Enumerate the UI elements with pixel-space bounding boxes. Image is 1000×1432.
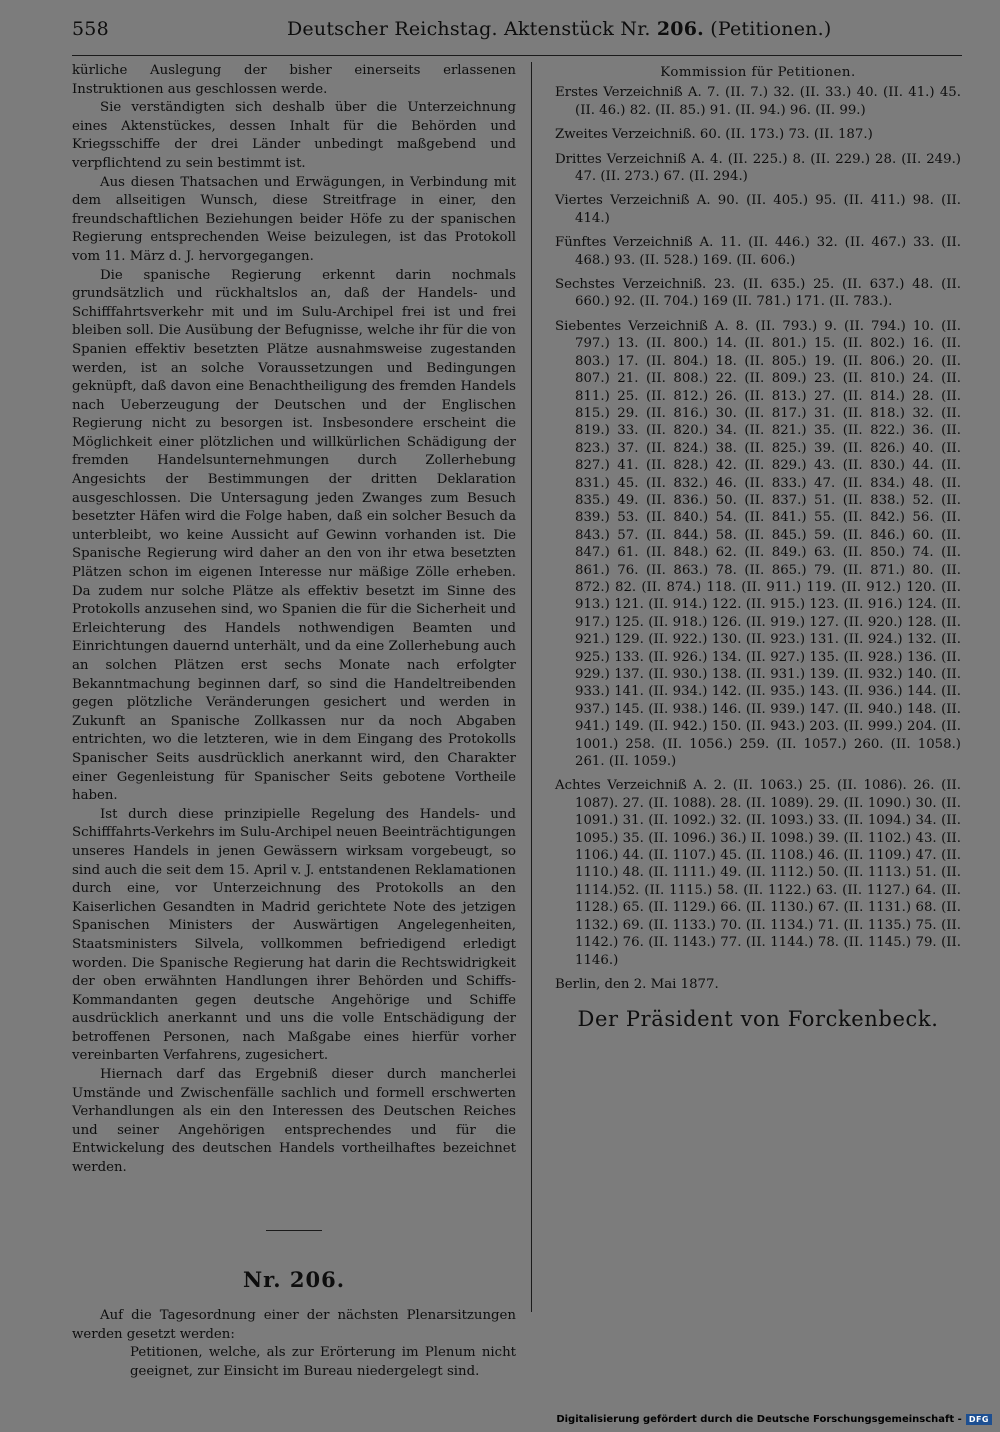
agenda-intro: Auf die Tagesordnung einer der nächsten Plenarsitzungen werden gesetzt werden:	[72, 1308, 516, 1342]
digitization-footer	[556, 1412, 992, 1426]
page-header	[72, 18, 962, 52]
page-number: 558	[72, 18, 109, 40]
petition-list-7: Siebentes Verzeichniß A. 8. (II. 793.) 9. (II. 794.) 10. (II. 797.) 13. (II. 800.) 14. (II. 801.) 15. (II. 802.) 16. (II. 803.) 17. (II. 804.) 18. (II. 805.) 19. (II. 806.) 20. (II. 807.) 21. (II. 808.) 22. (II. 809.) 23. (II. 810.) 24. (II. 811.) 25. (II. 812.) 26. (II. 813.) 27. (II. 814.) 28. (II. 815.) 29. (II. 816.) 30. (II. 817.) 31. (II. 818.) 32. (II. 819.) 33. (II. 820.) 34. (II. 821.) 35. (II. 822.) 36. (II. 823.) 37. (II. 824.) 38. (II. 825.) 39. (II. 826.) 40. (II. 827.) 41. (II. 828.) 42. (II. 829.) 43. (II. 830.) 44. (II. 831.) 45. (II. 832.) 46. (II. 833.) 47. (II. 834.) 48. (II. 835.) 49. (II. 836.) 50. (II. 837.) 51. (II. 838.) 52. (II. 839.) 53. (II. 840.) 54. (II. 841.) 55. (II. 842.) 56. (II. 843.) 57. (II. 844.) 58. (II. 845.) 59. (II. 846.) 60. (II. 847.) 61. (II. 848.) 62. (II. 849.) 63. (II. 850.) 74. (II. 861.) 76. (II. 863.) 78. (II. 865.) 79. (II. 871.) 80. (II. 872.) 82. (II. 874.) 118. (II. 911.) 119. (II. 912.) 120. (II. 913.) 121. (II. 914.) 122. (II. 915.) 123. (II. 916.) 124. (II. 917.) 125. (II. 918.) 126. (II. 919.) 127. (II. 920.) 128. (II. 921.) 129. (II. 922.) 130. (II. 923.) 131. (II. 924.) 132. (II. 925.) 133. (II. 926.) 134. (II. 927.) 135. (II. 928.) 136. (II. 929.) 137. (II. 930.) 138. (II. 931.) 139. (II. 932.) 140. (II. 933.) 141. (II. 934.) 142. (II. 935.) 143. (II. 936.) 144. (II. 937.) 145. (II. 938.) 146. (II. 939.) 147. (II. 940.) 148. (II. 941.) 149. (II. 942.) 150. (II. 943.) 203. (II. 999.) 204. (II. 1001.) 258. (II. 1056.) 259. (II. 1057.) 260. (II. 1058.) 261. (II. 1059.)	[555, 318, 961, 770]
date-line: Berlin, den 2. Mai 1877.	[555, 976, 719, 992]
petition-list-6: Sechstes Verzeichniß. 23. (II. 635.) 25. (II. 637.) 48. (II. 660.) 92. (II. 704.) 169 (II. 781.) 171. (II. 783.).	[555, 277, 961, 310]
petition-list-8: Achtes Verzeichniß A. 2. (II. 1063.) 25. (II. 1086). 26. (II. 1087). 27. (II. 1088). 28. (II. 1089). 29. (II. 1090.) 30. (II. 1091.) 31. (II. 1092.) 32. (II. 1093.) 33. (II. 1094.) 34. (II. 1095.) 35. (II. 1096.) 36.) II. 1098.) 39. (II. 1102.) 43. (II. 1106.) 44. (II. 1107.) 45. (II. 1108.) 46. (II. 1109.) 47. (II. 1110.) 48. (II. 1111.) 49. (II. 1112.) 50. (II. 1113.) 51. (II. 1114.)52. (II. 1115.) 58. (II. 1122.) 63. (II. 1127.) 64. (II. 1128.) 65. (II. 1129.) 66. (II. 1130.) 67. (II. 1131.) 68. (II. 1132.) 69. (II. 1133.) 70. (II. 1134.) 71. (II. 1135.) 75. (II. 1142.) 76. (II. 1143.) 77. (II. 1144.) 78. (II. 1145.) 79. (II. 1146.)	[555, 778, 961, 968]
right-column	[555, 64, 961, 1032]
petition-list-4: Viertes Verzeichniß A. 90. (II. 405.) 95. (II. 411.) 98. (II. 414.)	[555, 193, 961, 226]
section-separator	[266, 1230, 322, 1231]
petition-list-3: Drittes Verzeichniß A. 4. (II. 225.) 8. (II. 229.) 28. (II. 249.) 47. (II. 273.) 67. (II. 294.)	[555, 151, 961, 185]
dfg-logo: DFG	[966, 1414, 992, 1425]
header-rule	[72, 55, 962, 56]
agenda-item: Petitionen, welche, als zur Erörterung im Plenum nicht geeignet, zur Einsicht im Bureau niedergelegt sind.	[130, 1345, 516, 1379]
paragraph-2: Aus diesen Thatsachen und Erwägungen, in Verbindung mit dem allseitigen Wunsch, diese Streitfrage in einer, den freundschaftlichen Beziehungen beider Höfe zu der spanischen Regierung entsprechenden Weise beizulegen, ist das Protokoll vom 11. März d. J. hervorgegangen.	[72, 174, 516, 264]
petition-list-1: Erstes Verzeichniß A. 7. (II. 7.) 32. (II. 33.) 40. (II. 41.) 45. (II. 46.) 82. (II. 85.) 91. (II. 94.) 96. (II. 99.)	[555, 85, 961, 118]
paragraph-3: Die spanische Regierung erkennt darin nochmals grundsätzlich und rückhaltslos an, daß der Handels- und Schifffahrtsverkehr mit und im Sulu-Archipel frei ist und frei bleiben soll. Die Ausübung der Befugnisse, welche ihr für die von Spanien effektiv besetzten Plätze ausnahmsweise zugestanden werden, ist an solche Voraussetzungen und Bedingungen geknüpft, daß davon eine Benachtheiligung des fremden Handels nach Ueberzeugung der Deutschen und der Englischen Regierung nicht zu besorgen ist. Insbesondere erscheint die Möglichkeit einer plötzlichen und willkürlichen Schädigung der fremden Handelsunternehmungen durch Zollerhebung Angesichts der Bestimmungen der dritten Deklaration ausgeschlossen. Die Untersagung jeden Zwanges zum Besuch besetzter Häfen wird die Folge haben, daß ein solcher Besuch da unterbleibt, wo keine Aussicht auf Gewinn vorhanden ist. Die Spanische Regierung wird daher an den von ihr etwa besetzten Plätzen schon im eigenen Interesse nur mäßige Zölle erheben. Da zudem nur solche Plätze als effektiv besetzt im Sinne des Protokolls anzusehen sind, wo Spanien die für die Sicherheit und Erleichterung des Handels nothwendigen Beamten und Einrichtungen dauernd unterhält, und da eine Zollerhebung auch an solchen Plätzen erst sechs Monate nach erfolgter Bekanntmachung beginnen darf, so sind die Handeltreibenden gegen plötzliche Veränderungen gesichert und werden in Zukunft an Spanische Zollkassen nur da noch Abgaben entrichten, wo die letzteren, wie in dem Eingang des Protokolls Spanischer Seits ausdrücklich anerkannt wird, den Charakter einer Gegenleistung für Spanischer Seits gebotene Vortheile haben.	[72, 267, 516, 804]
section-title: Nr. 206.	[242, 1266, 346, 1292]
paragraph-0: kürliche Auslegung der bisher einerseits erlassenen Instruktionen aus geschlossen werde.	[72, 63, 516, 97]
footer-text: Digitalisierung gefördert durch die Deutsche Forschungsgemeinschaft -	[556, 1413, 962, 1425]
running-title	[287, 18, 831, 40]
running-title-suffix: (Petitionen.)	[710, 18, 832, 40]
commission-heading: Kommission für Petitionen.	[660, 65, 856, 80]
column-divider	[531, 62, 532, 1312]
left-column	[72, 62, 516, 1382]
running-title-number: 206.	[656, 18, 704, 40]
petition-list-2: Zweites Verzeichniß. 60. (II. 173.) 73. (II. 187.)	[555, 127, 873, 143]
paragraph-5: Hiernach darf das Ergebniß dieser durch mancherlei Umstände und Zwischenfälle sachlich und formell erschwerten Verhandlungen als ein den Interessen des Deutschen Reiches und seiner Angehörigen entsprechendes und für die Entwickelung des deutschen Handels vortheilhaftes bezeichnet werden.	[72, 1067, 516, 1176]
petition-list-5: Fünftes Verzeichniß A. 11. (II. 446.) 32. (II. 467.) 33. (II. 468.) 93. (II. 528.) 169. (II. 606.)	[555, 235, 961, 268]
signature: Der Präsident von Forckenbeck.	[577, 1007, 939, 1032]
paragraph-1: Sie verständigten sich deshalb über die Unterzeichnung eines Aktenstückes, dessen Inhalt für die Behörden und Kriegsschiffe der drei Länder unbedingt maßgebend und verpflichtend zu sein bestimmt ist.	[72, 100, 516, 171]
running-title-prefix: Deutscher Reichstag. Aktenstück Nr.	[287, 18, 651, 40]
paragraph-4: Ist durch diese prinzipielle Regelung des Handels- und Schifffahrts-Verkehrs im Sulu-Archipel neuen Beeinträchtigungen unseres Handels in jenen Gewässern wirksam vorgebeugt, so sind auch die seit dem 15. April v. J. entstandenen Reklamationen durch eine, vor Unterzeichnung des Protokolls an den Kaiserlichen Gesandten in Madrid gerichtete Note des jetzigen Spanischen Ministers der Auswärtigen Angelegenheiten, Staatsministers Silvela, vollkommen befriedigend erledigt worden. Die Spanische Regierung hat darin die Rechtswidrigkeit der oben erwähnten Handlungen ihrer Behörden und Schiffs-Kommandanten gegen deutsche Angehörige und Schiffe ausdrücklich anerkannt und uns die volle Entschädigung der betroffenen Personen, nach Maßgabe eines hierfür vorher vereinbarten Verfahrens, zugesichert.	[72, 806, 516, 1064]
